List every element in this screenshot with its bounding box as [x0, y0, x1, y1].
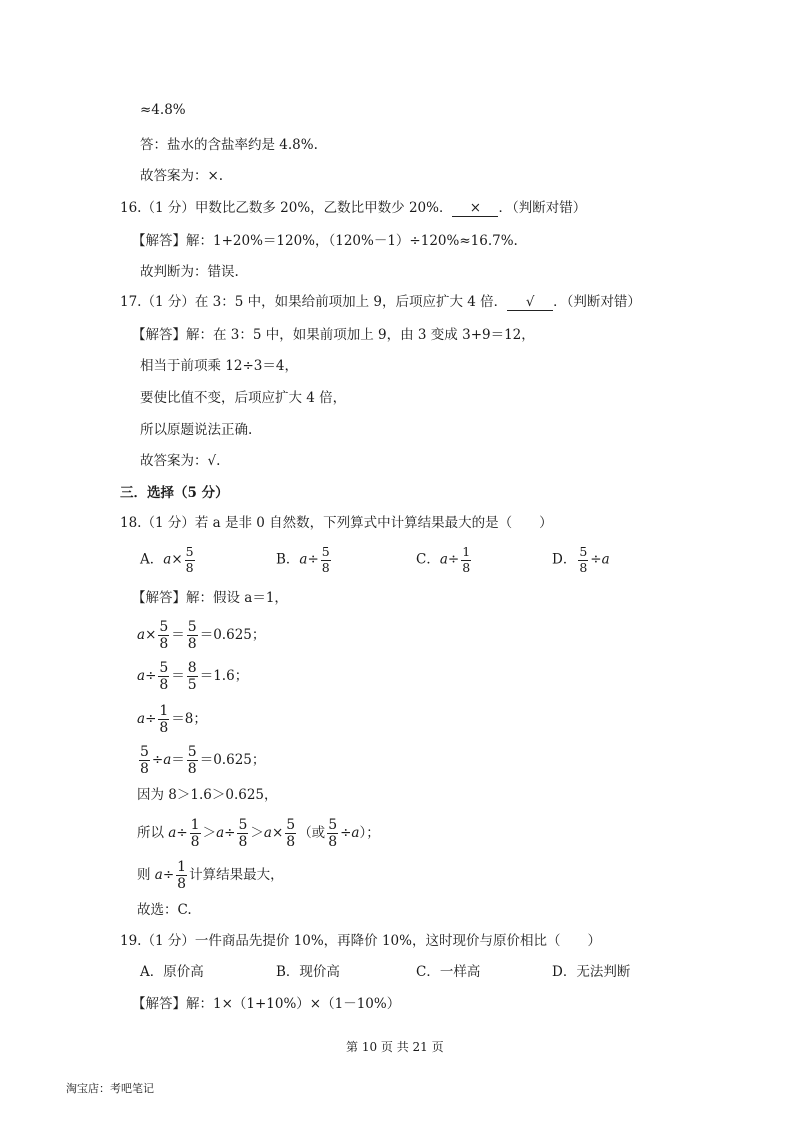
var-a: a: [263, 825, 272, 841]
fraction-5-8: [139, 745, 150, 776]
divide-sign: ÷: [162, 867, 175, 883]
denominator: 8: [238, 834, 248, 850]
question-17-step-2: 相当于前项乘 12÷3＝4，: [140, 358, 298, 374]
denominator: 8: [286, 834, 296, 850]
option-d-label: D．: [552, 551, 577, 568]
divide-sign: ÷: [176, 825, 188, 841]
option-a-label: A．: [140, 551, 164, 568]
fraction-8-5: [187, 661, 198, 692]
question-17-text: 17.（1 分）在 3：5 中，如果给前项加上 9，后项应扩大 4 倍．: [120, 294, 508, 310]
calc-line-1: [137, 620, 265, 651]
fraction-5-8: [285, 818, 296, 849]
fraction-1-8: [461, 546, 471, 574]
divide-sign: ÷: [340, 825, 352, 841]
divide-sign: ÷: [145, 711, 157, 727]
denominator: 8: [321, 559, 330, 575]
fraction-5-8: [185, 546, 195, 574]
option-b: [276, 546, 333, 574]
or-close: ）；: [359, 825, 380, 841]
var-a: a: [137, 627, 146, 643]
question-19-option-d: D．无法判断: [552, 964, 631, 980]
denominator: 8: [159, 677, 169, 693]
numerator: 1: [159, 703, 169, 719]
denominator: 8: [185, 559, 194, 575]
question-17-tail: ．（判断对错）: [553, 294, 641, 310]
question-16-answer-blank: ×: [452, 202, 498, 217]
times-sign: ×: [145, 627, 157, 643]
fraction-1-8: [190, 818, 201, 849]
times-sign: ×: [271, 825, 284, 841]
option-a: [140, 546, 197, 574]
fraction-5-8: [158, 620, 169, 651]
divide-sign: ÷: [151, 752, 164, 768]
question-18-text: 18.（1 分）若 a 是非 0 自然数，下列算式中计算结果最大的是（ ）: [120, 515, 553, 531]
option-d: [552, 546, 610, 574]
option-b-label: B．: [276, 551, 300, 568]
var-a: a: [216, 825, 225, 841]
question-17-answer-blank: √: [507, 296, 553, 311]
page-number: 第 10 页 共 21 页: [346, 1040, 444, 1054]
fraction-5-8: [187, 620, 198, 651]
calc-line-2: [137, 661, 248, 692]
times-sign: ×: [171, 551, 183, 568]
question-18-solution: 【解答】解：假设 a＝1，: [132, 590, 288, 606]
greater-sign: ＞: [202, 825, 217, 841]
divide-sign: ÷: [590, 551, 602, 568]
then-tail: 计算结果最大，: [189, 867, 284, 883]
var-a: a: [137, 711, 146, 727]
question-17-step-3: 要使比值不变，后项应扩大 4 倍，: [140, 390, 347, 406]
numerator: 5: [140, 744, 149, 760]
numerator: 8: [187, 660, 197, 676]
var-a: a: [439, 551, 448, 568]
divide-sign: ÷: [307, 551, 319, 568]
numerator: 5: [187, 619, 197, 635]
denominator: 8: [187, 761, 197, 777]
question-16-text: 16.（1 分）甲数比乙数多 20%，乙数比甲数少 20%．: [120, 200, 453, 216]
calc-compare: 因为 8＞1.6＞0.625，: [137, 787, 278, 803]
divide-sign: ÷: [224, 825, 236, 841]
denominator: 8: [462, 559, 471, 575]
denominator: 8: [140, 761, 149, 777]
question-16: [120, 202, 586, 217]
numerator: 5: [187, 744, 197, 760]
option-c-label: C．: [416, 551, 440, 568]
line-approx: ≈4.8%: [140, 102, 186, 118]
var-a: a: [154, 867, 163, 883]
section-3-heading: 三．选择（5 分）: [120, 485, 229, 501]
var-a: a: [351, 825, 360, 841]
fraction-5-8: [237, 818, 248, 849]
question-17-conclusion: 故答案为：√.: [140, 453, 221, 469]
question-19-option-b: B．现价高: [276, 964, 340, 980]
fraction-5-8: [578, 546, 588, 574]
value-16: ＝1.6；: [199, 668, 249, 684]
question-17-solution: 【解答】解：在 3：5 中，如果前项加上 9，由 3 变成 3+9＝12，: [132, 327, 535, 343]
question-18-choice: 故选：C.: [137, 902, 192, 918]
denominator: 8: [177, 876, 187, 892]
denominator: 5: [187, 677, 197, 693]
calc-line-order: [137, 818, 380, 849]
denominator: 8: [159, 636, 169, 652]
question-19-solution: 【解答】解：1×（1+10%）×（1－10%）: [132, 996, 401, 1012]
question-19-option-a: A．原价高: [140, 964, 204, 980]
fraction-1-8: [176, 860, 187, 891]
denominator: 8: [159, 720, 169, 736]
var-a: a: [163, 752, 172, 768]
numerator: 5: [159, 660, 169, 676]
question-19-option-c: C．一样高: [416, 964, 481, 980]
question-17-step-4: 所以原题说法正确.: [140, 422, 253, 438]
equals-sign: ＝: [171, 627, 185, 643]
fraction-5-8: [327, 818, 338, 849]
fraction-5-8: [158, 661, 169, 692]
denominator: 8: [187, 636, 197, 652]
question-16-solution: 【解答】解：1+20%＝120%，（120%－1）÷120%≈16.7%.: [132, 233, 518, 249]
question-17: [120, 296, 641, 311]
numerator: 5: [159, 619, 169, 635]
denominator: 8: [328, 834, 338, 850]
question-19-text: 19.（1 分）一件商品先提价 10%，再降价 10%，这时现价与原价相比（ ）: [120, 933, 601, 949]
numerator: 5: [286, 817, 296, 833]
equals-sign: ＝: [171, 668, 185, 684]
equals-sign: ＝: [171, 752, 185, 768]
so-text: 所以: [137, 825, 169, 841]
fraction-1-8: [158, 704, 169, 735]
var-a: a: [163, 551, 172, 568]
question-16-conclusion: 故判断为：错误.: [140, 264, 239, 280]
denominator: 8: [190, 834, 200, 850]
question-16-tail: ．（判断对错）: [498, 200, 587, 216]
value-8: ＝8；: [171, 711, 207, 727]
numerator: 5: [238, 817, 248, 833]
line-answer-salt: 答：盐水的含盐率约是 4.8%.: [140, 137, 318, 153]
fraction-5-8: [187, 745, 198, 776]
then-text: 则: [137, 867, 155, 883]
line-answer-cross: 故答案为：×.: [140, 168, 224, 184]
calc-line-3: [137, 704, 207, 735]
numerator: 1: [462, 544, 471, 559]
value-0625: ＝0.625；: [199, 627, 266, 643]
var-a: a: [299, 551, 308, 568]
divide-sign: ÷: [447, 551, 460, 568]
fraction-5-8: [321, 546, 331, 574]
numerator: 1: [190, 817, 200, 833]
var-a: a: [601, 551, 610, 568]
shop-watermark: 淘宝店：考吧笔记: [66, 1082, 154, 1095]
calc-line-result: [137, 860, 284, 891]
numerator: 5: [328, 817, 338, 833]
numerator: 5: [185, 544, 194, 559]
denominator: 8: [579, 559, 588, 575]
or-open: （或: [298, 825, 326, 841]
option-c: [416, 546, 473, 574]
numerator: 5: [321, 544, 330, 559]
value-0625: ＝0.625；: [199, 752, 266, 768]
numerator: 5: [579, 544, 588, 559]
var-a: a: [168, 825, 177, 841]
numerator: 1: [177, 859, 187, 875]
divide-sign: ÷: [145, 668, 157, 684]
greater-sign: ＞: [250, 825, 264, 841]
var-a: a: [137, 668, 146, 684]
calc-line-4: [137, 745, 265, 776]
